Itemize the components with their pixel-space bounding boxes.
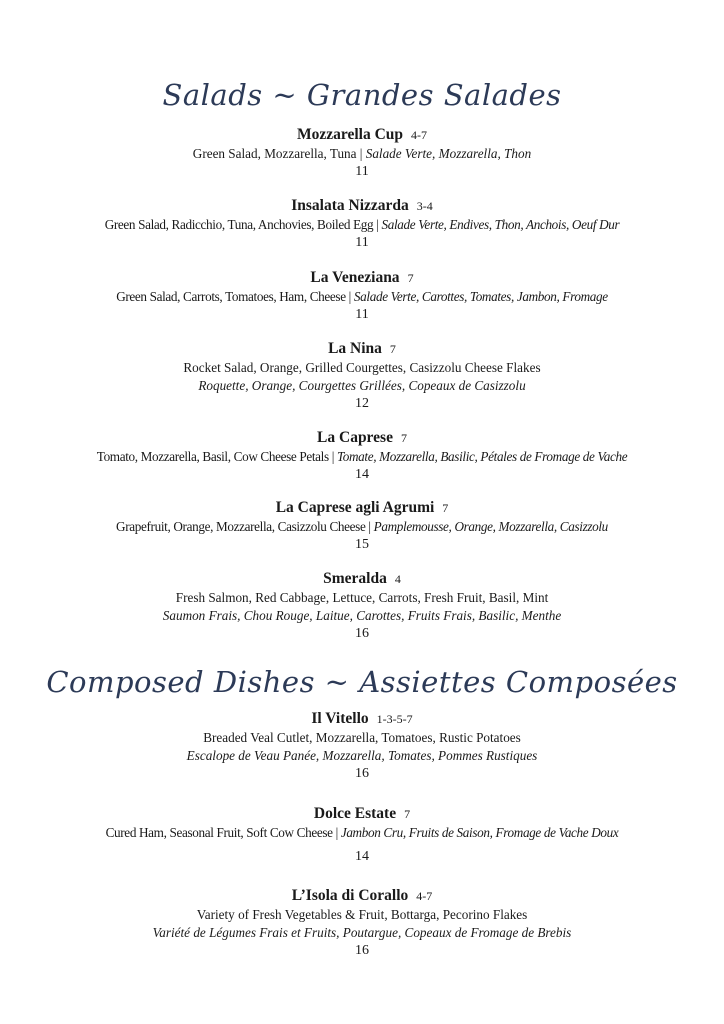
- item-description-fr: Tomate, Mozzarella, Basilic, Pétales de Fromage de Vache: [336, 449, 628, 464]
- item-description-fr: Pamplemousse, Orange, Mozzarella, Casizzolu: [373, 519, 608, 534]
- item-name: L’Isola di Corallo: [291, 887, 409, 904]
- item-description-en: Green Salad, Carrots, Tomatoes, Ham, Cheese: [116, 289, 346, 304]
- item-allergens: 4: [394, 572, 401, 586]
- item-allergens: 1-3-5-7: [376, 712, 413, 726]
- item-description-en: Cured Ham, Seasonal Fruit, Soft Cow Cheese: [105, 825, 333, 840]
- item-price: 14: [355, 849, 369, 864]
- item-description-fr: Salade Verte, Carottes, Tomates, Jambon, Fromage: [353, 289, 608, 304]
- item-name: Dolce Estate: [313, 805, 397, 822]
- item-name: La Nina: [328, 340, 382, 357]
- menu-item: [0, 428, 724, 484]
- item-name: Smeralda: [323, 570, 387, 587]
- menu-item: [0, 709, 724, 783]
- section-heading-salads: Salads ~ Grandes Salades: [162, 78, 562, 112]
- item-description-en: Grapefruit, Orange, Mozzarella, Casizzolu Cheese: [116, 519, 366, 534]
- menu-item: [0, 125, 724, 181]
- item-name: La Veneziana: [310, 269, 400, 286]
- item-allergens: 4-7: [416, 889, 433, 903]
- item-description: [0, 288, 724, 306]
- separator: |: [345, 289, 354, 304]
- item-name: Mozzarella Cup: [296, 126, 404, 143]
- item-description-en: Green Salad, Radicchio, Tuna, Anchovies, Boiled Egg: [104, 217, 374, 232]
- item-name: Il Vitello: [311, 710, 369, 727]
- item-allergens: 7: [400, 431, 407, 445]
- separator: |: [356, 146, 366, 161]
- item-price: 16: [355, 766, 369, 781]
- item-price: 11: [355, 164, 369, 179]
- item-name: Insalata Nizzarda: [291, 197, 409, 214]
- item-price: 16: [355, 626, 369, 641]
- item-name: La Caprese agli Agrumi: [275, 499, 435, 516]
- item-description-fr: Roquette, Orange, Courgettes Grillées, Copeaux de Casizzolu: [198, 378, 526, 393]
- item-name: La Caprese: [317, 429, 393, 446]
- separator: |: [328, 449, 337, 464]
- item-description-fr: Saumon Frais, Chou Rouge, Laitue, Carottes, Fruits Frais, Basilic, Menthe: [162, 608, 562, 623]
- item-description-en: Variety of Fresh Vegetables & Fruit, Bottarga, Pecorino Flakes: [196, 907, 528, 922]
- item-allergens: 7: [389, 342, 396, 356]
- item-description-fr: Variété de Légumes Frais et Fruits, Poutargue, Copeaux de Fromage de Brebis: [152, 925, 572, 940]
- menu-item: [0, 268, 724, 324]
- item-price: 11: [355, 235, 369, 250]
- item-description-en: Breaded Veal Cutlet, Mozzarella, Tomatoes, Rustic Potatoes: [203, 730, 521, 745]
- item-description-fr: Escalope de Veau Panée, Mozzarella, Tomates, Pommes Rustiques: [186, 748, 538, 763]
- menu-item: [0, 804, 724, 866]
- menu-item: [0, 196, 724, 252]
- item-description-en: Fresh Salmon, Red Cabbage, Lettuce, Carrots, Fresh Fruit, Basil, Mint: [175, 590, 549, 605]
- menu-item: [0, 569, 724, 643]
- item-price: 16: [355, 943, 369, 958]
- item-allergens: 4-7: [411, 128, 428, 142]
- item-description-en: Rocket Salad, Orange, Grilled Courgettes, Casizzolu Cheese Flakes: [183, 360, 541, 375]
- menu-item: [0, 886, 724, 960]
- item-description-fr: Salade Verte, Endives, Thon, Anchois, Oeuf Dur: [381, 217, 620, 232]
- item-description-fr: Jambon Cru, Fruits de Saison, Fromage de Vache Doux: [340, 825, 619, 840]
- item-description: [0, 145, 724, 163]
- menu-item: [0, 498, 724, 554]
- section-heading-composed-dishes: Composed Dishes ~ Assiettes Composées: [46, 665, 678, 699]
- item-description-en: Green Salad, Mozzarella, Tuna: [192, 146, 357, 161]
- menu-item: [0, 339, 724, 413]
- item-price: 15: [355, 537, 369, 552]
- separator: |: [365, 519, 374, 534]
- item-allergens: 7: [442, 501, 449, 515]
- separator: |: [332, 825, 341, 840]
- item-price: 11: [355, 307, 369, 322]
- separator: |: [373, 217, 382, 232]
- item-allergens: 7: [407, 271, 414, 285]
- item-price: 14: [355, 467, 369, 482]
- item-description: [0, 448, 724, 466]
- item-description: [0, 216, 724, 234]
- item-description-fr: Salade Verte, Mozzarella, Thon: [365, 146, 532, 161]
- item-description: [0, 518, 724, 536]
- item-allergens: 3-4: [416, 199, 433, 213]
- item-allergens: 7: [404, 807, 411, 821]
- item-description: [0, 824, 724, 842]
- item-price: 12: [355, 396, 369, 411]
- item-description-en: Tomato, Mozzarella, Basil, Cow Cheese Petals: [96, 449, 329, 464]
